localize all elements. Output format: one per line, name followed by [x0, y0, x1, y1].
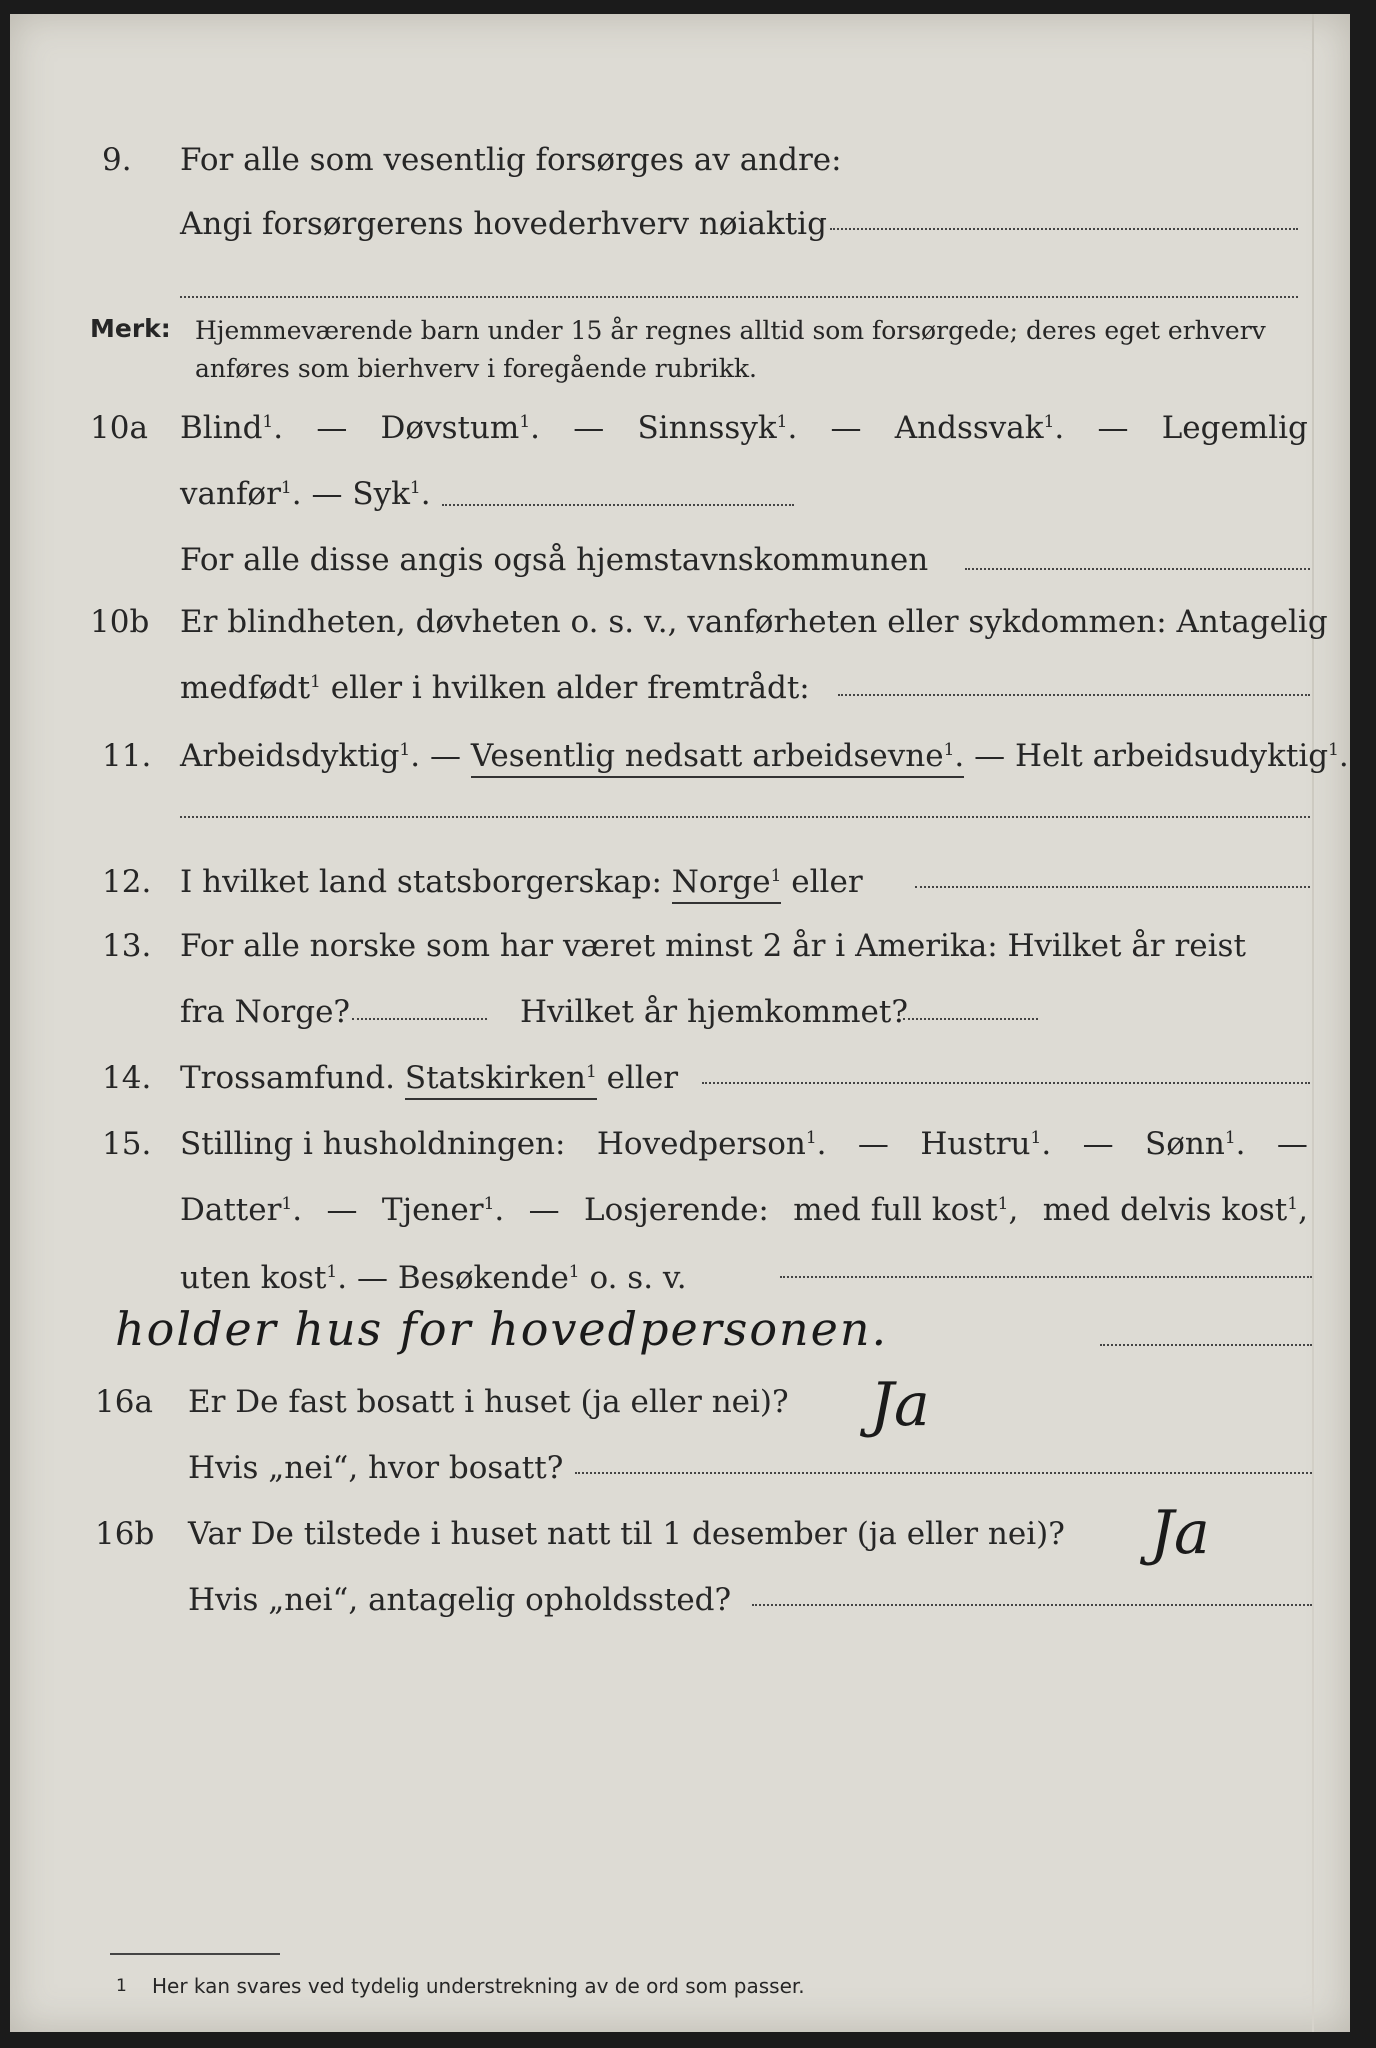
q9-text: For alle som vesentlig forsørges av andre:: [180, 142, 842, 178]
option-helt-arbeidsudyktig[interactable]: Helt arbeidsudyktig$^1$.: [1014, 738, 1349, 774]
q16b-question: Var De tilstede i huset natt til 1 desember (ja eller nei)?: [188, 1516, 1065, 1552]
q12-line: I hvilket land statsborgerskap: Norge$^1$ eller: [180, 864, 863, 900]
option-tjener[interactable]: Tjener$^1$.: [381, 1192, 505, 1228]
merk-line2: anføres som bierhverv i foregående rubrikk.: [195, 354, 757, 383]
footnote-marker: 1: [116, 1976, 127, 1996]
option-delvis-kost[interactable]: med delvis kost$^1$,: [1042, 1192, 1308, 1228]
q10b-line1: Er blindheten, døvheten o. s. v., vanførheten eller sykdommen: Antagelig: [180, 604, 1328, 640]
option-arbeidsdyktig[interactable]: Arbeidsdyktig$^1$.: [180, 738, 421, 774]
option-andssvak[interactable]: Andssvak$^1$.: [894, 410, 1065, 446]
option-norge[interactable]: Norge$^1$: [672, 864, 782, 904]
q16a-fill-line[interactable]: [575, 1472, 1312, 1474]
option-full-kost[interactable]: med full kost$^1$,: [793, 1192, 1019, 1228]
q11-fill-line[interactable]: [180, 816, 1310, 818]
q16a-question2: Hvis „nei“, hvor bosatt?: [188, 1450, 564, 1486]
q10a-number: 10a: [90, 410, 148, 446]
q16a-number: 16a: [95, 1384, 153, 1420]
q13-hjemkommet-line[interactable]: [903, 1018, 1038, 1020]
option-blind[interactable]: Blind$^1$.: [180, 410, 284, 446]
option-statskirken[interactable]: Statskirken$^1$: [405, 1060, 597, 1100]
merk-label: Merk:: [90, 314, 171, 343]
option-vesentlig-nedsatt[interactable]: Vesentlig nedsatt arbeidsevne$^1$.: [471, 738, 964, 778]
footnote-text: Her kan svares ved tydelig understrekning av de ord som passer.: [152, 1974, 805, 1998]
q12-fill-line[interactable]: [915, 886, 1310, 888]
option-datter[interactable]: Datter$^1$.: [180, 1192, 303, 1228]
option-sonn[interactable]: Sønn$^1$.: [1144, 1126, 1246, 1162]
q15-fill-line-2[interactable]: [1100, 1344, 1312, 1346]
option-dovstum[interactable]: Døvstum$^1$.: [380, 410, 540, 446]
footnote-rule: [110, 1953, 280, 1955]
q10b-number: 10b: [90, 604, 150, 640]
option-hustru[interactable]: Hustru$^1$.: [920, 1126, 1052, 1162]
q14-number: 14.: [102, 1060, 152, 1096]
q15-line2: Datter$^1$. — Tjener$^1$. — Losjerende: med full kost$^1$, med delvis kost$^1$,: [180, 1192, 1308, 1228]
q15-fill-line[interactable]: [780, 1276, 1312, 1278]
q10a-line2: vanfør$^1$. — Syk$^1$.: [180, 476, 431, 512]
q14-fill-line[interactable]: [702, 1082, 1310, 1084]
q9-fill-line-2[interactable]: [180, 296, 1298, 298]
q13-number: 13.: [102, 928, 152, 964]
dash: —: [316, 410, 348, 446]
option-hovedperson[interactable]: Hovedperson$^1$.: [596, 1126, 827, 1162]
q16a-question: Er De fast bosatt i huset (ja eller nei)?: [188, 1384, 789, 1420]
option-legemlig[interactable]: Legemlig: [1161, 410, 1308, 446]
q13-reist-line[interactable]: [352, 1018, 487, 1020]
option-syk[interactable]: Syk$^1$.: [352, 476, 431, 512]
option-sinnssyk[interactable]: Sinnssyk$^1$.: [637, 410, 798, 446]
q10a-line3: For alle disse angis også hjemstavnskommunen: [180, 542, 929, 578]
q9-number: 9.: [102, 142, 132, 178]
merk-note: [90, 314, 171, 343]
q13-hjemkommet: Hvilket år hjemkommet?: [520, 994, 908, 1030]
form-page: [10, 14, 1350, 2032]
dash: —: [573, 410, 605, 446]
q16a-handwritten-answer: Ja: [870, 1370, 930, 1440]
q13-line1: For alle norske som har været minst 2 år i Amerika: Hvilket år reist: [180, 928, 1246, 964]
q15-handwritten-answer: holder hus for hovedpersonen.: [115, 1302, 889, 1356]
q16b-handwritten-answer: Ja: [1150, 1498, 1210, 1568]
q10a-syk-line[interactable]: [442, 504, 794, 506]
page-edge: [1312, 14, 1314, 2032]
q9-fill-line[interactable]: [830, 228, 1298, 230]
dash: —: [1097, 410, 1129, 446]
q12-number: 12.: [102, 864, 152, 900]
option-vanfor[interactable]: vanfør$^1$.: [180, 476, 302, 512]
q10a-options: [180, 410, 1308, 446]
q16b-question2: Hvis „nei“, antagelig opholdssted?: [188, 1582, 732, 1618]
q15-line3: uten kost$^1$. — Besøkende$^1$ o. s. v.: [180, 1260, 687, 1296]
q10b-fill-line[interactable]: [838, 694, 1310, 696]
q9-angi-text: Angi forsørgerens hovederhverv nøiaktig: [180, 206, 827, 242]
option-besokende[interactable]: Besøkende$^1$: [397, 1260, 580, 1296]
q10a-kommune-line[interactable]: [965, 568, 1310, 570]
footnote: [116, 1974, 805, 1998]
q16b-number: 16b: [95, 1516, 155, 1552]
q11-number: 11.: [102, 738, 152, 774]
q15-line1: Stilling i husholdningen: Hovedperson$^1$. — Hustru$^1$. — Sønn$^1$. —: [180, 1126, 1308, 1162]
q14-line: Trossamfund. Statskirken$^1$ eller: [180, 1060, 678, 1096]
q16b-fill-line[interactable]: [752, 1604, 1312, 1606]
q10b-line2: medfødt$^1$ eller i hvilken alder fremtrådt:: [180, 670, 810, 706]
dash: —: [830, 410, 862, 446]
option-uten-kost[interactable]: uten kost$^1$.: [180, 1260, 348, 1296]
merk-line1: Hjemmeværende barn under 15 år regnes alltid som forsørgede; deres eget erhverv: [195, 316, 1266, 345]
q15-number: 15.: [102, 1126, 152, 1162]
q13-fra-norge: fra Norge?: [180, 994, 351, 1030]
q11-options: Arbeidsdyktig$^1$. — Vesentlig nedsatt arbeidsevne$^1$. — Helt arbeidsudyktig$^1$.: [180, 738, 1349, 774]
